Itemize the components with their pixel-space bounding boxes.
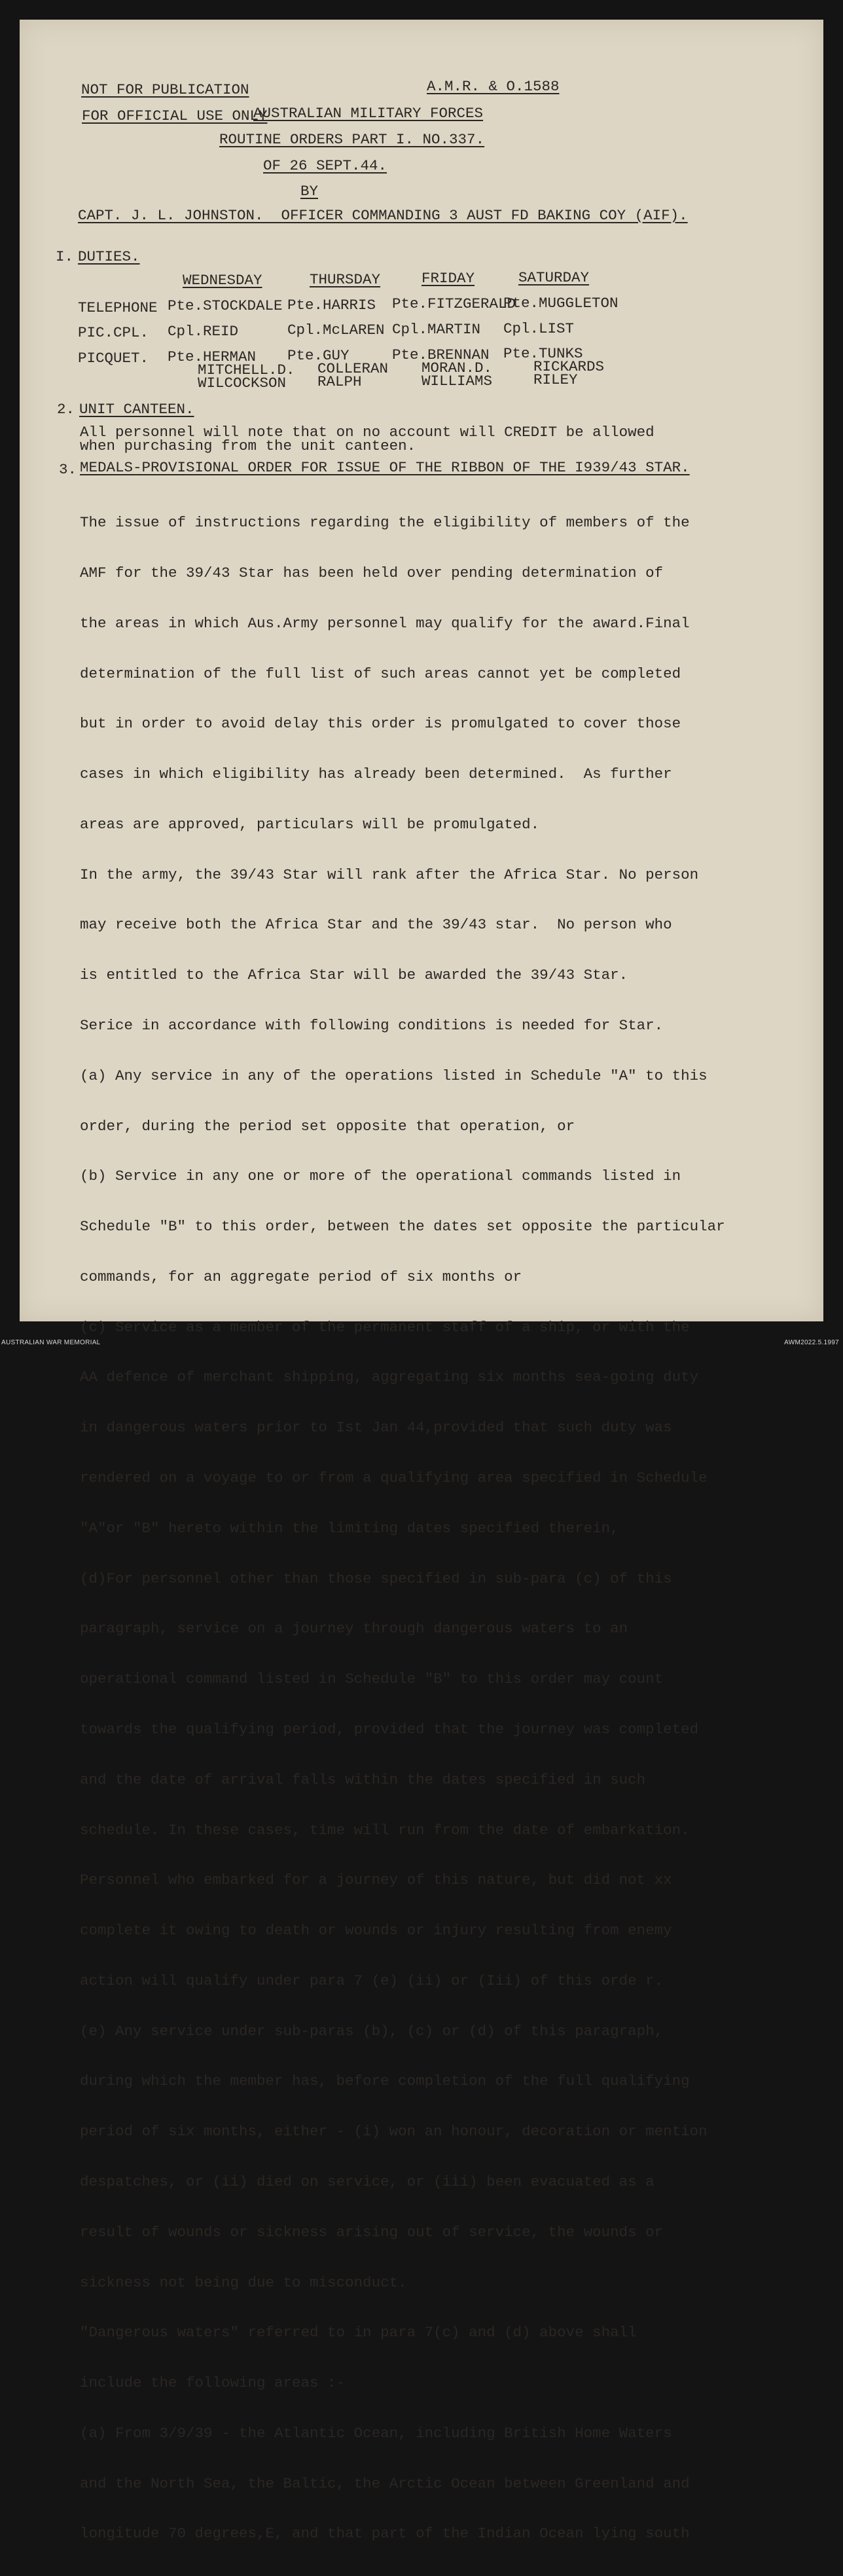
- day-header: SATURDAY: [518, 269, 590, 286]
- body-line: In the army, the 39/43 Star will rank after the Africa Star. No person: [80, 866, 699, 883]
- body-line: longitude 70 degrees,E, and that part of the Indian Ocean lying south: [80, 2525, 690, 2543]
- duty-cell: Cpl.LIST: [503, 320, 575, 337]
- body-line: sickness not being due to misconduct.: [80, 2273, 407, 2291]
- body-line: action will qualify under para 7 (e) (ii) or (Iii) of this orde r.: [80, 1972, 664, 1989]
- duty-cell: Pte.STOCKDALE: [168, 297, 283, 314]
- day-header: WEDNESDAY: [183, 272, 262, 289]
- duty-cell: RALPH: [317, 373, 362, 390]
- body-line: "A"or "B" hereto within the limiting dates specified therein,: [80, 1519, 619, 1537]
- duty-cell: WILCOCKSON: [198, 375, 287, 392]
- duty-cell: RICKARDS: [533, 358, 605, 375]
- body-line: areas are approved, particulars will be promulgated.: [80, 815, 540, 833]
- telephone-label: TELEPHONE: [78, 299, 158, 316]
- duty-cell: MORAN.D.: [422, 359, 493, 377]
- body-line: (a) Any service in any of the operations listed in Schedule "A" to this: [80, 1067, 708, 1084]
- duty-cell: Pte.HERMAN: [168, 348, 257, 365]
- body-line: in dangerous waters prior to Ist Jan 44,provided that such duty was: [80, 1419, 672, 1437]
- body-line: is entitled to the Africa Star will be awarded the 39/43 Star.: [80, 966, 628, 984]
- body-line: order, during the period set opposite that operation, or: [80, 1117, 575, 1135]
- body-line: schedule. In these cases, time will run from the date of embarkation.: [80, 1821, 690, 1839]
- duty-cell: Pte.GUY: [287, 347, 350, 364]
- duty-cell: Pte.MUGGLETON: [503, 295, 619, 312]
- duty-cell: WILLIAMS: [422, 373, 493, 390]
- body-line: (a) From 3/9/39 - the Atlantic Ocean, including British Home Waters: [80, 2424, 672, 2442]
- body-line: period of six months, either - (i) won an honour, decoration or mention: [80, 2123, 708, 2141]
- body-line: and the date of arrival falls within the dates specified in such: [80, 1771, 646, 1788]
- body-line: cases in which eligibility has already been determined. As further: [80, 765, 672, 783]
- section-3-title: MEDALS-PROVISIONAL ORDER FOR ISSUE OF THE RIBBON OF THE I939/43 STAR.: [80, 459, 690, 476]
- body-line: determination of the full list of such areas cannot yet be completed: [80, 665, 681, 682]
- officer-line: CAPT. J. L. JOHNSTON. OFFICER COMMANDING 3 AUST FD BAKING COY (AIF).: [78, 207, 688, 224]
- duty-cell: Pte.TUNKS: [503, 345, 583, 362]
- section-2-number: 2.: [57, 401, 75, 418]
- routine-orders-title: ROUTINE ORDERS PART I. NO.337.: [219, 131, 485, 148]
- body-line: may receive both the Africa Star and the 39/43 star. No person who: [80, 916, 672, 934]
- footer-item-id: AWM2022.5.1997: [784, 1339, 839, 1346]
- footer-archive-name: AUSTRALIAN WAR MEMORIAL: [1, 1339, 101, 1346]
- duty-cell: MITCHELL.D.: [198, 361, 295, 378]
- body-line: Schedule "B" to this order, between the dates set opposite the particular: [80, 1218, 725, 1236]
- body-line: during which the member has, before completion of the full qualifying: [80, 2072, 690, 2090]
- body-line: AMF for the 39/43 Star has been held over pending determination of: [80, 564, 664, 581]
- body-line: AA defence of merchant shipping, aggregating six months sea-going duty: [80, 1369, 699, 1386]
- body-line: operational command listed in Schedule "B" to this order may count: [80, 1670, 664, 1688]
- body-line: (b) Service in any one or more of the operational commands listed in: [80, 1168, 681, 1185]
- body-line: The issue of instructions regarding the eligibility of members of the: [80, 514, 690, 532]
- body-line: include the following areas :-: [80, 2374, 346, 2392]
- body-line: (d)For personnel other than those specified in sub-para (c) of this: [80, 1570, 672, 1587]
- section-3-number: 3.: [59, 461, 77, 478]
- picquet-label: PICQUET.: [78, 350, 149, 367]
- duty-cell: COLLERAN: [317, 360, 389, 377]
- duty-cell: Cpl.MARTIN: [392, 321, 481, 338]
- section-1-number: I.: [56, 248, 74, 265]
- body-line: paragraph, service on a journey through dangerous waters to an: [80, 1620, 628, 1638]
- duty-cell: Cpl.REID: [168, 323, 239, 340]
- body-line: result of wounds or sickness arising out of service, the wounds or: [80, 2223, 664, 2241]
- body-line: towards the qualifying period, provided that the journey was completed: [80, 1720, 699, 1738]
- body-line: commands, for an aggregate period of six months or: [80, 1268, 522, 1285]
- day-header: THURSDAY: [310, 271, 381, 288]
- body-line: the areas in which Aus.Army personnel may qualify for the award.Final: [80, 614, 690, 632]
- body-line: despatches, or (ii) died on service, or (iii) been evacuated as a: [80, 2173, 655, 2190]
- body-line: Personnel who embarked for a journey of this nature, but did not xx: [80, 1871, 672, 1889]
- section-2-title: UNIT CANTEEN.: [79, 401, 194, 418]
- pic-cpl-label: PIC.CPL.: [78, 324, 149, 341]
- orders-date: OF 26 SEPT.44.: [263, 157, 387, 174]
- body-line: and the North Sea, the Baltic, the Arctic Ocean between Greenland and: [80, 2475, 690, 2492]
- body-line: "Dangerous waters" referred to in para 7(c) and (d) above shall: [80, 2324, 637, 2342]
- canteen-text-line: when purchasing from the unit canteen.: [80, 437, 416, 454]
- canteen-text-line: All personnel will note that on no account will CREDIT be allowed: [80, 424, 655, 441]
- duty-cell: Pte.BRENNAN: [392, 346, 490, 363]
- body-line: (c) Service as a member of the permanent staff of a ship, or with the: [80, 1318, 690, 1336]
- body-line: (e) Any service under sub-paras (b), (c) or (d) of this paragraph,: [80, 2022, 664, 2040]
- body-line: Serice in accordance with following conditions is needed for Star.: [80, 1017, 664, 1034]
- duty-cell: Cpl.McLAREN: [287, 322, 385, 339]
- duty-cell: RILEY: [533, 371, 578, 388]
- official-use-only: FOR OFFICIAL USE ONLY: [82, 107, 268, 124]
- reference-number: A.M.R. & O.1588: [427, 78, 560, 95]
- medals-body: [80, 481, 795, 2576]
- body-line: but in order to avoid delay this order is promulgated to cover those: [80, 715, 681, 733]
- forces-heading: AUSTRALIAN MILITARY FORCES: [253, 105, 484, 122]
- body-line: complete it owing to death or wounds or injury resulting from enemy: [80, 1922, 672, 1940]
- by-label: BY: [300, 183, 319, 200]
- section-1-title: DUTIES.: [78, 248, 140, 265]
- duty-cell: Pte.HARRIS: [287, 297, 376, 314]
- day-header: FRIDAY: [422, 270, 475, 287]
- body-line: rendered on a voyage to or from a qualifying area specified in Schedule: [80, 1469, 708, 1487]
- duty-cell: Pte.FITZGERALD: [392, 295, 516, 312]
- not-for-publication: NOT FOR PUBLICATION: [81, 81, 249, 98]
